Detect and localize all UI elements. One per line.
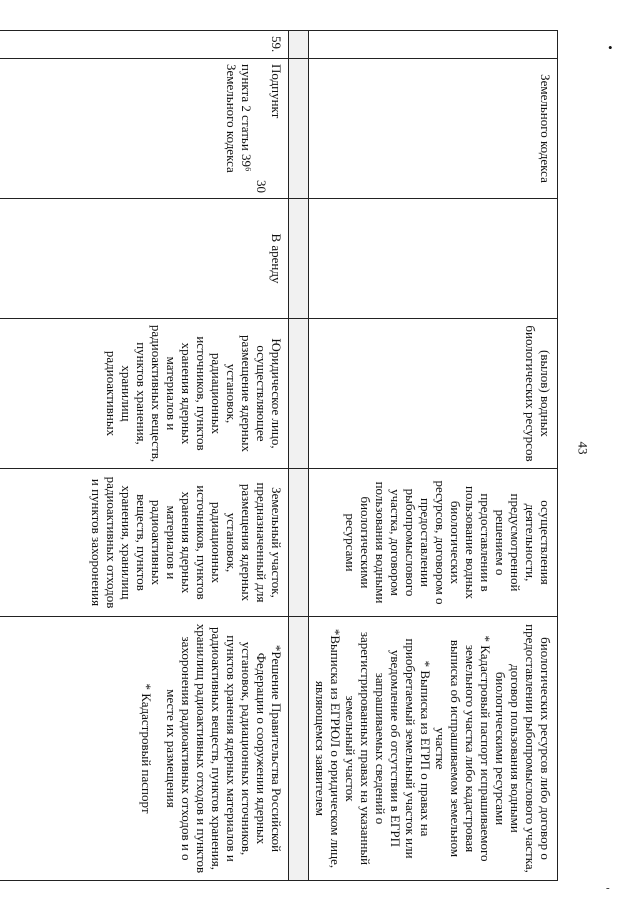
cell-row-number: 59. bbox=[0, 31, 289, 59]
table-row-59 bbox=[0, 31, 289, 881]
cell-separator bbox=[289, 469, 309, 617]
document-item: *Решение Правительства Российской Федерации о сооружении ядерных установок, радиационных источников, пунктов хранения ядерных материалов и радиоактивных веществ, пунктов хранения, хранилищ радиоактивных отходов и пунктов захоронения радиоактивных отходов и о месте их размещения bbox=[164, 623, 284, 874]
cell-number-empty bbox=[309, 31, 558, 59]
cell-land-plot-59: Земельный участок, предназначенный для размещения ядерных установок, радиационных источников, пунктов хранения ядерных материалов и радиоактивных веществ, пунктов хранения, хранилищ радиоактивных отходов и пунктов захоронения bbox=[0, 469, 289, 617]
cell-right-type-empty bbox=[309, 199, 558, 319]
document-item: * Кадастровый паспорт bbox=[139, 683, 154, 814]
cell-source: Земельного кодекса bbox=[309, 59, 558, 199]
cell-separator bbox=[289, 59, 309, 199]
table-row-separator bbox=[289, 31, 309, 881]
cell-documents-59 bbox=[0, 617, 289, 881]
margin-mark-bottom: - bbox=[606, 882, 610, 894]
cell-separator bbox=[289, 31, 309, 59]
table-row-continued bbox=[309, 31, 558, 881]
rotated-table-wrapper bbox=[50, 30, 558, 880]
source-line: 30 bbox=[254, 180, 269, 193]
cell-documents: биологических ресурсов либо договор о предоставлении рыбопромыслового участка, договор пользования водными биологическими ресурсами * Кадастровый паспорт испрашиваемого земельного участка либо кадастровая выписка об испрашиваемом земельном участке * Выписка из ЕГРП о правах на приобретаемый земельный участок или уведомление об отсутствии в ЕГРП запрашиваемых сведений о зарегистрированных правах на указанный земельный участок *Выписка из ЕГРЮЛ о юридическом лице, являющемся заявителем bbox=[309, 617, 558, 881]
cell-separator bbox=[289, 319, 309, 469]
cell-source-59 bbox=[0, 59, 289, 199]
margin-mark: • bbox=[608, 40, 613, 55]
source-line: пункта 2 статьи 39⁶ bbox=[239, 64, 254, 172]
page-number: 43 bbox=[575, 441, 591, 455]
source-line: Земельного кодекса bbox=[224, 64, 239, 173]
cell-purpose: (вылов) водных биологических ресурсов bbox=[309, 319, 558, 469]
cell-right-type: В аренду bbox=[0, 199, 289, 319]
cell-separator bbox=[289, 617, 309, 881]
regulation-table bbox=[0, 30, 558, 881]
cell-separator bbox=[289, 199, 309, 319]
cell-applicant: Юридическое лицо, осуществляющее размещение ядерных установок, радиационных источников, пунктов хранения ядерных материалов и радиоактивных веществ, пунктов хранения, хранилищ радиоактивных bbox=[0, 319, 289, 469]
source-line: Подпункт bbox=[269, 64, 284, 119]
cell-land-plot: осуществления деятельности, предусмотренной решением о предоставлении в пользование водных биологических ресурсов, договором о предоставлении рыбопромыслового участка, договором пользования водными биологическими ресурсами bbox=[309, 469, 558, 617]
